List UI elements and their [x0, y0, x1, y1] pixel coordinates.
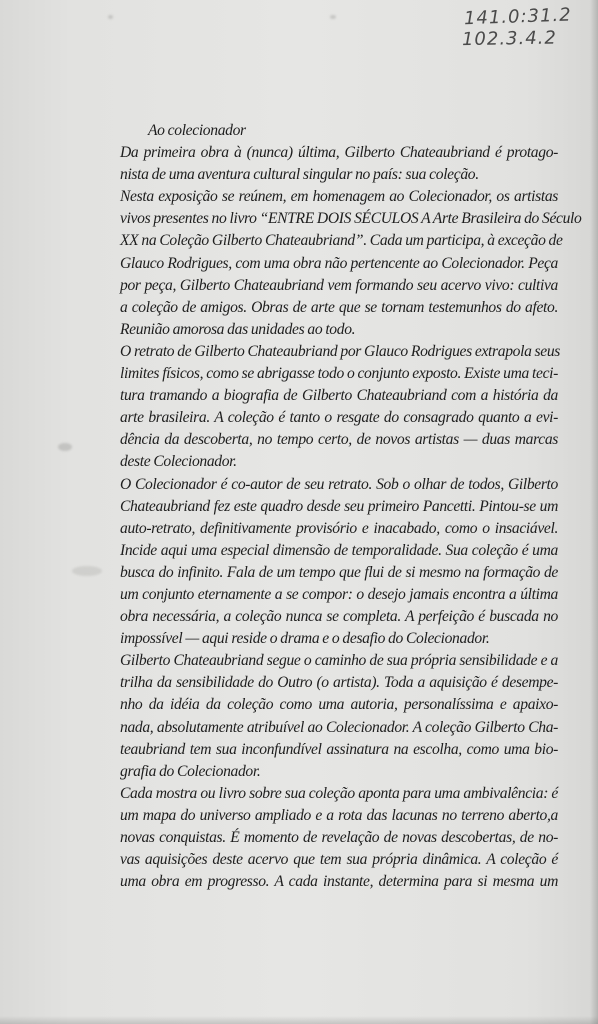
text-line: grafia do Colecionador. [120, 762, 261, 780]
text-line: deste Colecionador. [120, 453, 237, 471]
text-line: Cada mostra ou livro sobre sua coleção aponta para uma ambivalência: é [120, 784, 558, 802]
text-line: por peça, Gilberto Chateaubriand vem formando seu acervo vivo: cultiva [120, 276, 558, 294]
text-line: Chateaubriand fez este quadro desde seu primeiro Pancetti. Pintou-se um [120, 497, 558, 515]
text-line: nista de uma aventura cultural singular no país: sua coleção. [120, 166, 479, 184]
text-line: a coleção de amigos. Obras de arte que se tornam testemunhos do afeto. [120, 298, 558, 316]
text-line: vas aquisições deste acervo que tem sua própria dinâmica. A coleção é [120, 851, 558, 869]
text-line: Incide aqui uma especial dimensão de temporalidade. Sua coleção é uma [120, 541, 558, 559]
text-line: Glauco Rodrigues, com uma obra não pertencente ao Colecionador. Peça [120, 254, 558, 272]
paper-speck [108, 15, 113, 19]
text-line: limites físicos, como se abrigasse todo o conjunto exposto. Existe uma teci- [120, 365, 558, 383]
text-line: auto-retrato, definitivamente provisório e inacabado, como o insaciável. [120, 519, 558, 537]
scan-edge-shadow-bottom [0, 1016, 598, 1024]
text-line: vivos presentes no livro “ENTRE DOIS SÉCULOS A Arte Brasileira do Século [120, 210, 582, 228]
text-line: um conjunto eternamente a se compor: o desejo jamais encontra a última [120, 585, 558, 603]
text-line: dência da descoberta, no tempo certo, de novos artistas — duas marcas [120, 431, 558, 449]
text-line: impossível — aqui reside o drama e o desafio do Colecionador. [120, 630, 490, 648]
document-body [120, 120, 582, 893]
text-line: Reunião amorosa das unidades ao todo. [120, 320, 356, 338]
document-heading: Ao colecionador [148, 122, 246, 139]
handwritten-catalog-number [461, 4, 592, 51]
text-line: O Colecionador é co-autor de seu retrato. Sob o olhar de todos, Gilberto [120, 475, 558, 493]
text-line: novas conquistas. É momento de revelação de novas descobertas, de no- [120, 829, 558, 846]
text-line: teaubriand tem sua inconfundível assinatura na escolha, como uma bio- [120, 740, 558, 758]
text-line: O retrato de Gilberto Chateaubriand por Glauco Rodrigues extrapola seus [120, 342, 561, 360]
text-line: um mapa do universo ampliado e a rota das lacunas no terreno aberto,a [120, 806, 558, 824]
body-lines [120, 142, 582, 893]
text-line: XX na Coleção Gilberto Chateaubriand”. Cada um participa, à exceção de [120, 232, 563, 250]
catalog-number-line-2: 102.3.4.2 [461, 27, 558, 51]
text-line: trilha da sensibilidade do Outro (o artista). Toda a aquisição é desempe- [120, 674, 558, 692]
text-line: uma obra em progresso. A cada instante, determina para si mesma um [120, 873, 558, 891]
text-line: arte brasileira. A coleção é tanto o resgate do consagrado quanto a evi- [120, 409, 558, 427]
text-line: Nesta exposição se reúnem, em homenagem ao Colecionador, os artistas [120, 188, 558, 206]
text-line: busca do infinito. Fala de um tempo que flui de si mesmo na formação de [120, 563, 558, 581]
text-line: obra necessária, a coleção nunca se completa. A perfeição é buscada no [120, 608, 558, 626]
text-line: nada, absolutamente atribuível ao Colecionador. A coleção Gilberto Cha- [120, 718, 558, 736]
catalog-number-line-1: 141.0:31.2 [463, 4, 573, 30]
text-line: Gilberto Chateaubriand segue o caminho de sua própria sensibilidade e a [120, 652, 558, 670]
paper-speck [330, 15, 336, 19]
text-line: Da primeira obra à (nunca) última, Gilberto Chateaubriand é protago- [120, 144, 558, 162]
paper-smudge [58, 443, 72, 451]
scan-edge-shadow [590, 0, 598, 1024]
paper-smudge [72, 566, 102, 576]
text-line: nho da idéia da coleção como uma autoria, personalíssima e apaixo- [120, 696, 558, 714]
text-line: tura tramando a biografia de Gilberto Chateaubriand com a história da [120, 387, 558, 405]
